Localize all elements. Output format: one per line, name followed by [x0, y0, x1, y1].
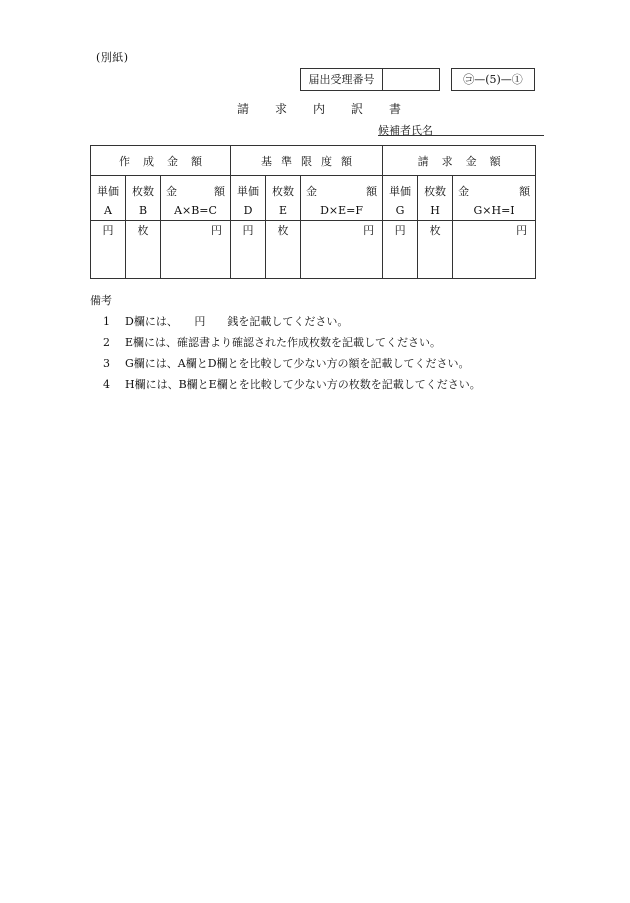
group-claim-amount: 請求金額: [383, 146, 536, 176]
form-code: ㋙—(5)—①: [451, 68, 535, 91]
document-title: [237, 100, 401, 117]
title-char: 書: [389, 102, 402, 116]
title-char: 求: [275, 102, 288, 116]
candidate-name-line: [378, 135, 544, 136]
title-char: 内: [313, 102, 326, 116]
entry-cell[interactable]: [91, 221, 126, 279]
column-header: 金 額 D×E=F: [301, 176, 383, 221]
entry-cell[interactable]: [453, 221, 536, 279]
receipt-number-label: 届出受理番号: [301, 69, 383, 90]
entry-cell[interactable]: [231, 221, 266, 279]
entry-cell[interactable]: [126, 221, 161, 279]
unit-label: 円: [363, 224, 375, 237]
receipt-number-box: [300, 68, 440, 91]
unit-label: 円: [516, 224, 528, 237]
unit-label: 枚: [277, 224, 289, 237]
remark-item: 1 D欄には、 円 銭を記載してください。: [103, 315, 349, 328]
remark-item: 2 E欄には、確認書より確認された作成枚数を記載してください。: [103, 336, 442, 349]
column-header: 枚数 B: [126, 176, 161, 221]
column-header: 金 額 G×H=I: [453, 176, 536, 221]
unit-label: 枚: [137, 224, 149, 237]
title-char: 請: [237, 102, 250, 116]
unit-label: 円: [211, 224, 223, 237]
remark-item: 4 H欄には、B欄とE欄とを比較して少ない方の枚数を記載してください。: [103, 378, 481, 391]
entry-cell[interactable]: [266, 221, 301, 279]
remark-item: 3 G欄には、A欄とD欄とを比較して少ない方の額を記載してください。: [103, 357, 470, 370]
entry-cell[interactable]: [301, 221, 383, 279]
group-created-amount: 作成金額: [91, 146, 231, 176]
breakdown-table: [90, 145, 536, 279]
column-header: 単価 G: [383, 176, 418, 221]
annex-label: (別紙): [96, 51, 129, 64]
column-header: 単価 D: [231, 176, 266, 221]
column-header: 単価 A: [91, 176, 126, 221]
column-header: 枚数 E: [266, 176, 301, 221]
group-header-row: [91, 146, 536, 176]
unit-label: 枚: [429, 224, 441, 237]
title-char: 訳: [351, 102, 364, 116]
entry-cell[interactable]: [383, 221, 418, 279]
unit-label: 円: [102, 224, 114, 237]
candidate-name-label: 候補者氏名: [378, 124, 433, 137]
entry-cell[interactable]: [418, 221, 453, 279]
entry-cell[interactable]: [161, 221, 231, 279]
entry-row: [91, 221, 536, 279]
group-standard-limit: 基準限度額: [231, 146, 383, 176]
unit-label: 円: [394, 224, 406, 237]
column-header: 枚数 H: [418, 176, 453, 221]
column-header-row: [91, 176, 536, 221]
column-header: 金 額 A×B=C: [161, 176, 231, 221]
unit-label: 円: [242, 224, 254, 237]
remarks-title: 備考: [90, 294, 112, 307]
